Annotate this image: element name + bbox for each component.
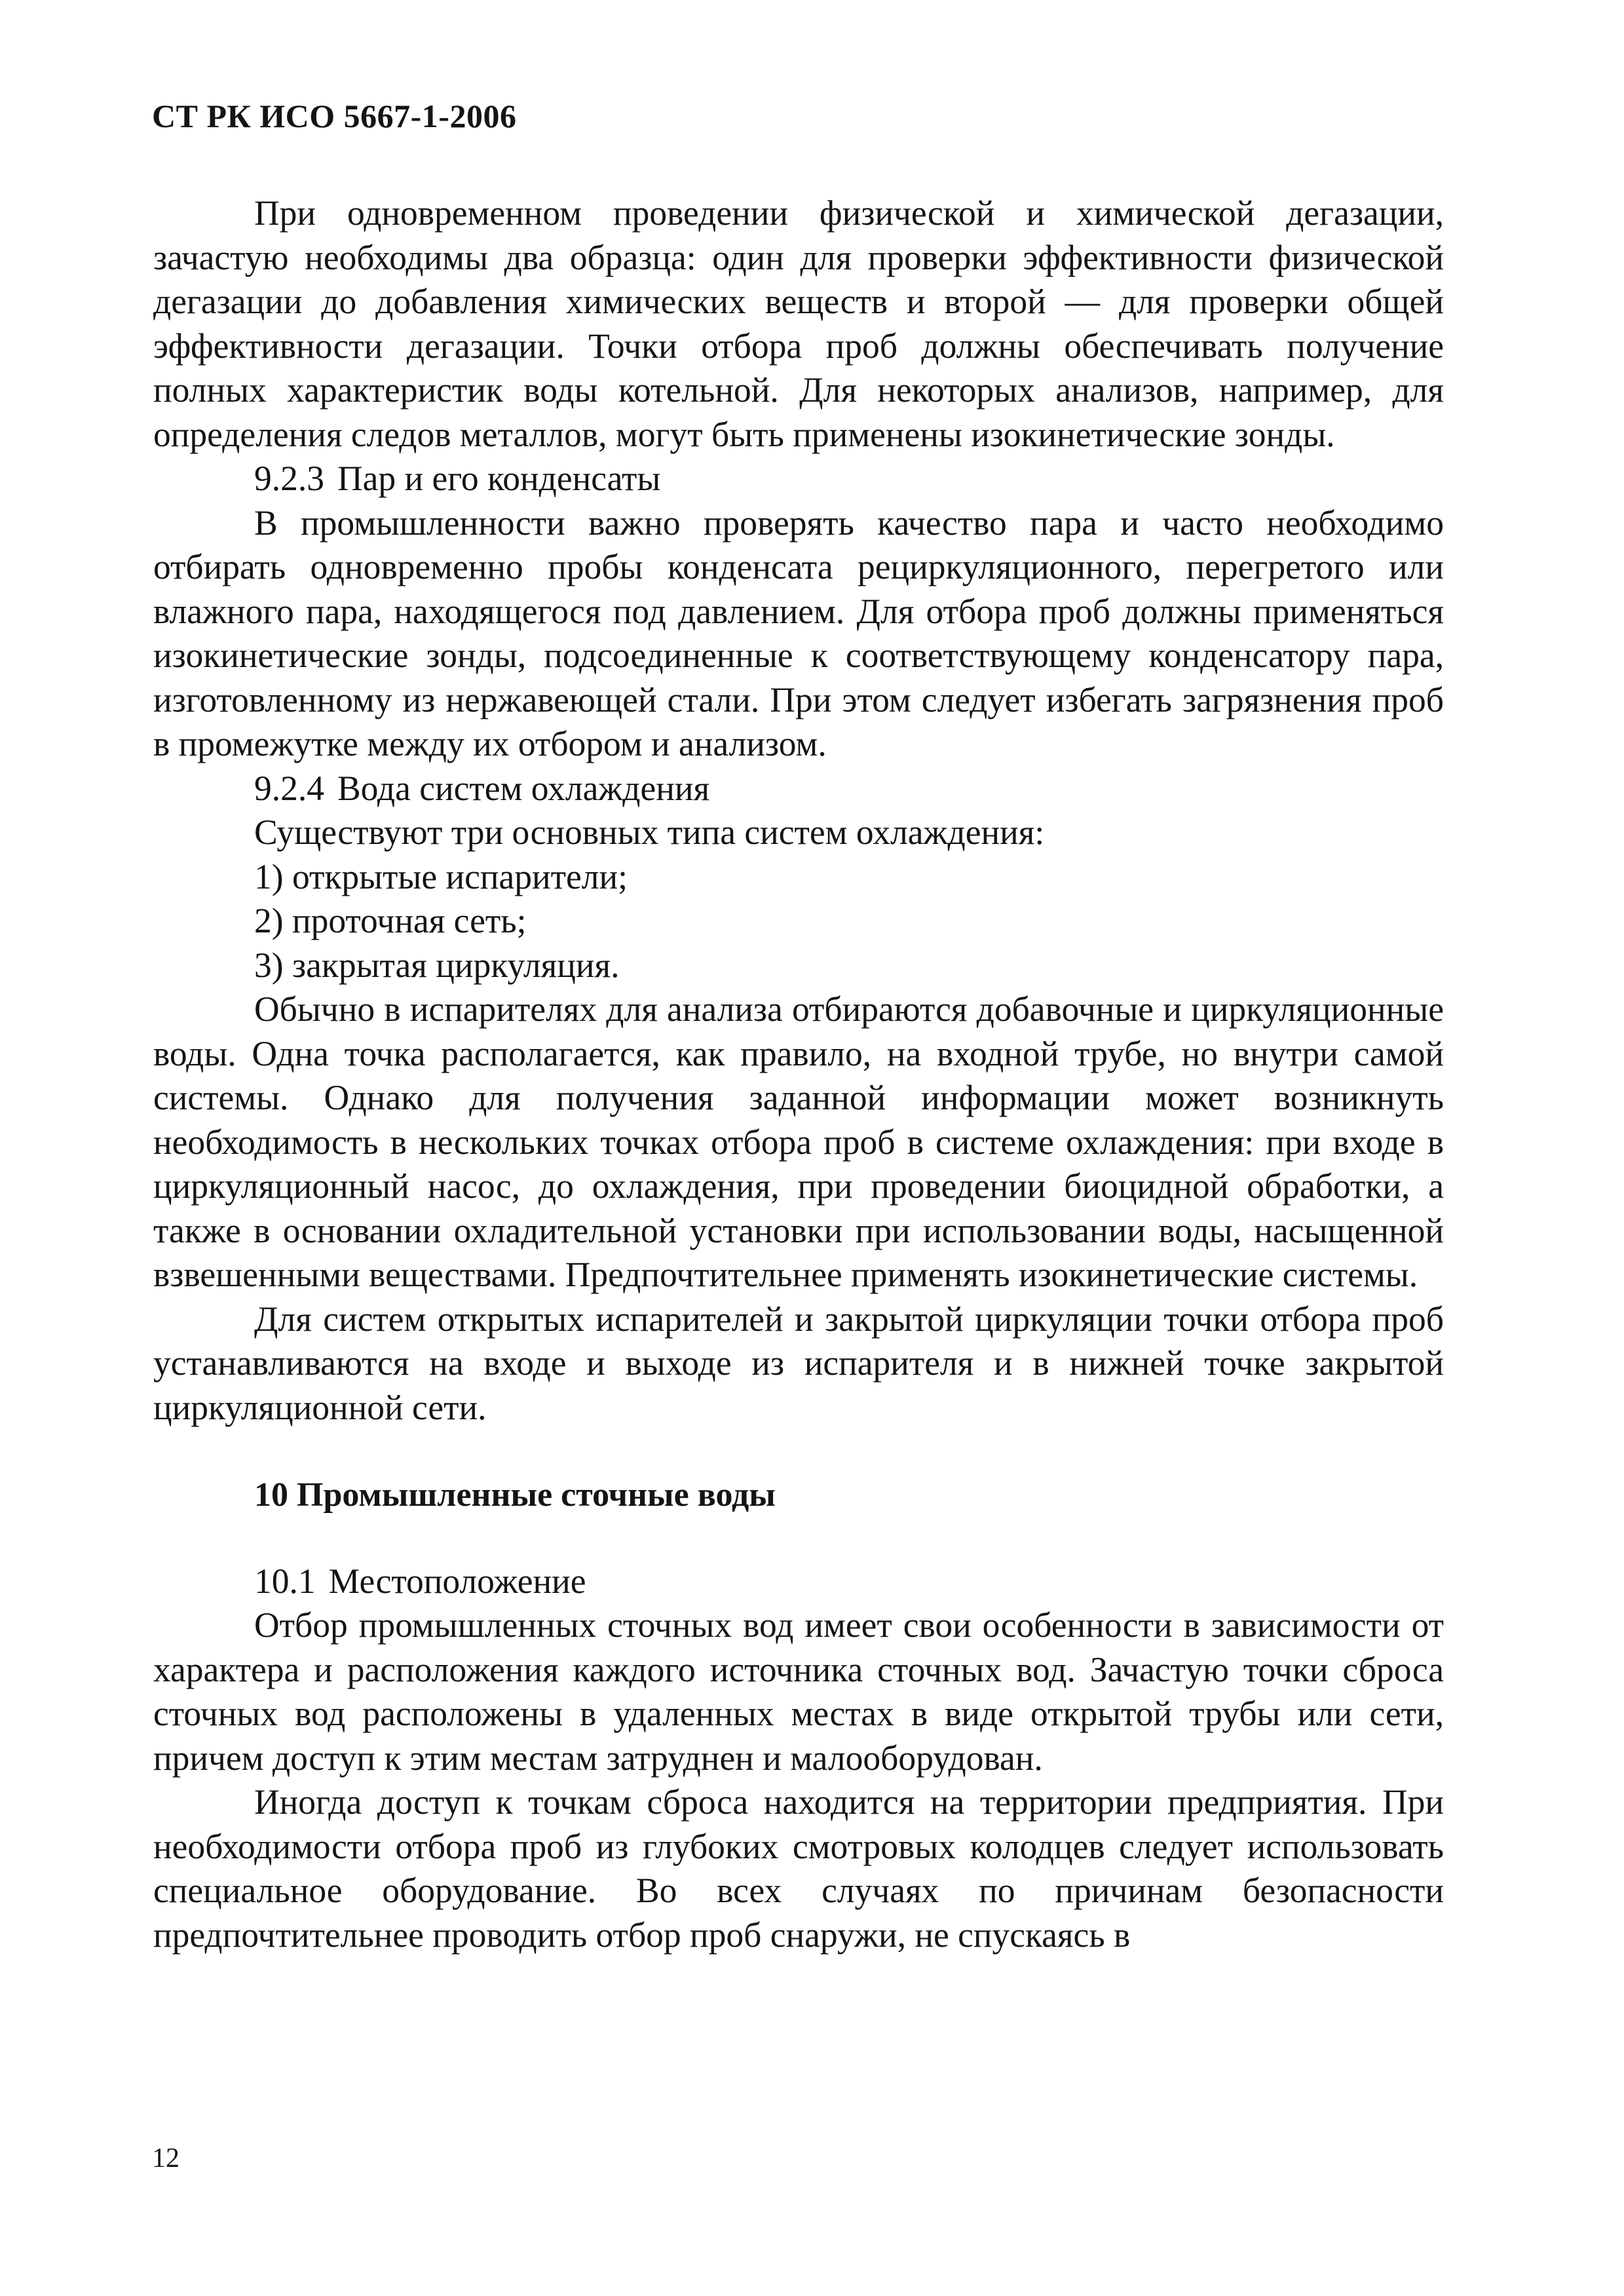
paragraph-wastewater-location: Отбор промышленных сточных вод имеет свои особенности в зависимости от характера и расположения каждого источника сточных вод. Зачастую точки сброса сточных вод расположены в удаленных местах в виде открытой трубы или сети, причем доступ к этим местам затруднен и малооборудован. xyxy=(153,1605,1444,1778)
list-item: 3) закрытая циркуляция. xyxy=(254,945,620,985)
subsection-heading-10-1 xyxy=(153,1559,1444,1604)
body-text xyxy=(153,191,1444,1957)
subsection-heading-9-2-3 xyxy=(153,457,1444,501)
document-code-header: СТ РК ИСО 5667-1-2006 xyxy=(152,98,517,134)
paragraph-evaporators: Обычно в испарителях для анализа отбираются добавочные и циркуляционные воды. Одна точка располагается, как правило, на входной трубе, но внутри самой системы. Однако для получения заданной информации может возникнуть необходимость в нескольких точках отбора проб в системе охлаждения: при входе в циркуляционный насос, до охлаждения, при проведении биоцидной обработки, а также в основании охладительной установки при использовании воды, насыщенной взвешенными веществами. Предпочтительнее применять изокинетические системы. xyxy=(153,989,1444,1294)
subsection-title: Местоположение xyxy=(328,1561,586,1601)
paragraph-degassing: При одновременном проведении физической и химической дегазации, зачастую необходимы два образца: один для проверки эффективности физической дегазации до добавления химических веществ и второй — для проверки общей эффективности дегазации. Точки отбора проб должны обеспечивать получение полных характеристик воды котельной. Для некоторых анализов, например, для определения следов металлов, могут быть применены изокинетические зонды. xyxy=(153,193,1444,454)
subsection-heading-9-2-4 xyxy=(153,767,1444,811)
page-number: 12 xyxy=(152,2143,179,2173)
paragraph-sampling-points: Для систем открытых испарителей и закрытой циркуляции точки отбора проб устанавливаются на входе и выходе из испарителя и в нижней точке закрытой циркуляционной сети. xyxy=(153,1299,1444,1427)
subsection-number: 9.2.4 xyxy=(254,768,324,808)
section-heading-10: 10 Промышленные сточные воды xyxy=(254,1476,776,1514)
paragraph-access: Иногда доступ к точкам сброса находится на территории предприятия. При необходимости отбора проб из глубоких смотровых колодцев следует использовать специальное оборудование. Во всех случаях по причинам безопасности предпочтительнее проводить отбор проб снаружи, не спускаясь в xyxy=(153,1782,1444,1955)
subsection-title: Вода систем охлаждения xyxy=(337,768,710,808)
paragraph-cooling-types: Существуют три основных типа систем охлаждения: xyxy=(254,813,1045,852)
subsection-number: 10.1 xyxy=(254,1561,316,1601)
paragraph-steam: В промышленности важно проверять качество пара и часто необходимо отбирать одновременно пробы конденсата рециркуляционного, перегретого или влажного пара, находящегося под давлением. Для отбора проб должны применяться изокинетические зонды, подсоединенные к соответствующему конденсатору пара, изготовленному из нержавеющей стали. При этом следует избегать загрязнения проб в промежутке между их отбором и анализом. xyxy=(153,503,1444,763)
subsection-number: 9.2.3 xyxy=(254,459,324,498)
list-item: 2) проточная сеть; xyxy=(254,901,527,940)
subsection-title: Пар и его конденсаты xyxy=(337,459,661,498)
list-item: 1) открытые испарители; xyxy=(254,856,628,896)
